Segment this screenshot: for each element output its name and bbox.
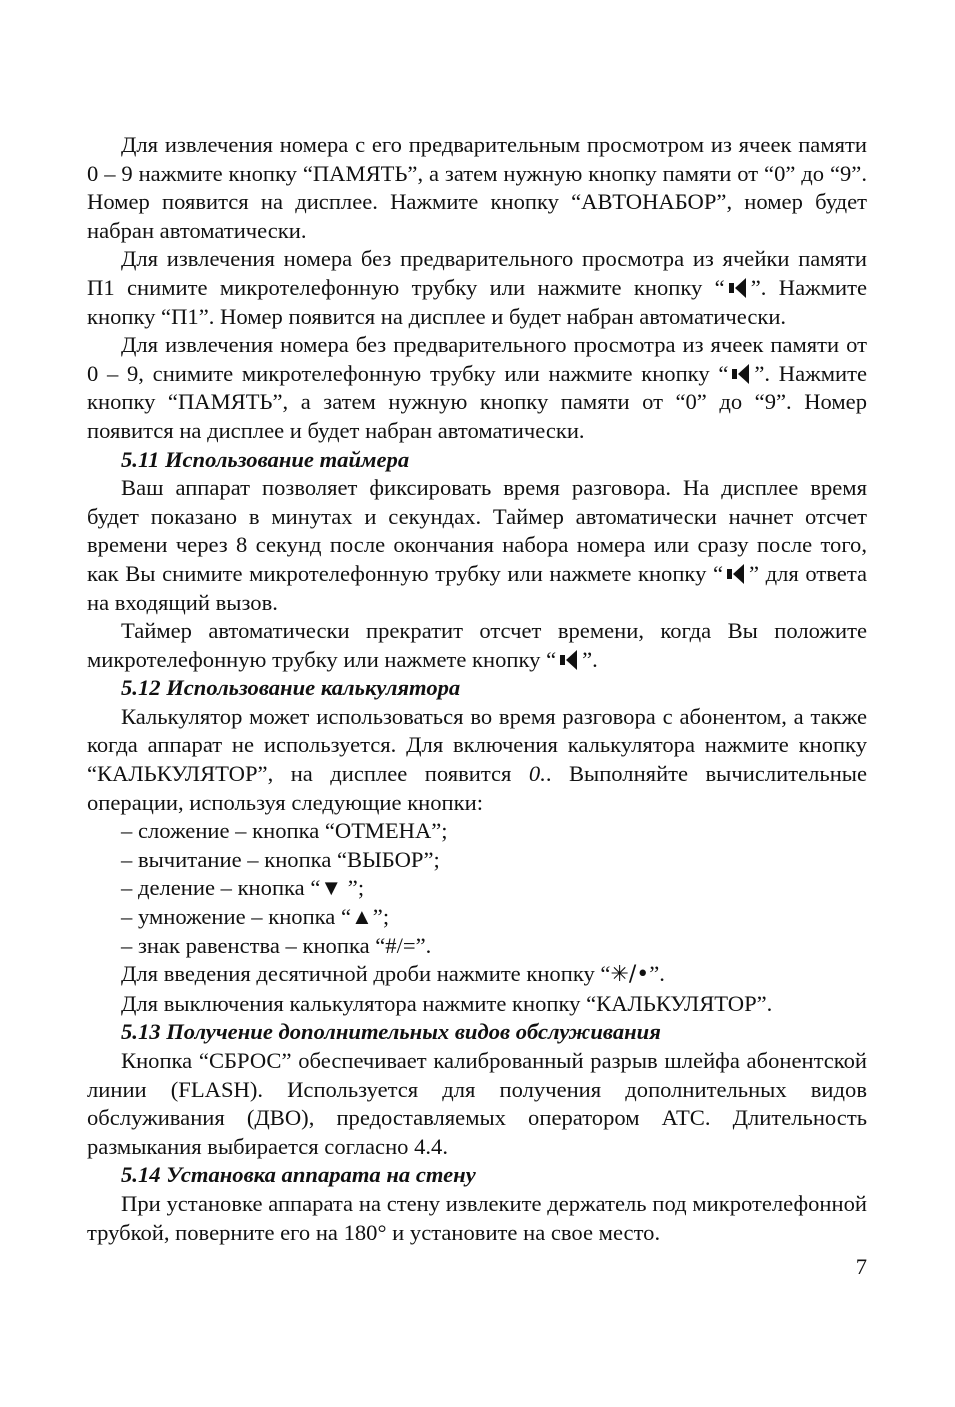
speaker-icon — [560, 650, 578, 670]
text: – умножение – кнопка “ — [121, 904, 352, 930]
list-item-subtraction: – вычитание – кнопка “ВЫБОР”; — [121, 846, 440, 872]
triangle-down-icon: ▼ — [320, 875, 343, 901]
paragraph-decimal — [87, 960, 867, 990]
text: ”. — [649, 961, 665, 987]
heading-5-12: 5.12 Использование калькулятора — [121, 675, 461, 701]
text: ”; — [342, 875, 365, 901]
text: ”; — [372, 904, 390, 930]
text: Для извлечения номера без предварительного просмотра из ячейки памяти П1 снимите микротелефонную трубку или нажмите кнопку “ — [87, 246, 867, 300]
text: ”. Нажмите кнопку “П1”. Номер появится на дисплее и будет набран автоматически. — [87, 274, 868, 329]
paragraph-wall-mount: При установке аппарата на стену извлеките держатель под микротелефонной трубкой, поверните его на 180° и установите на свое место. — [87, 1190, 867, 1245]
list-item-division — [87, 874, 867, 903]
text: Таймер автоматически прекратит отсчет времени, когда Вы положите микротелефонную трубку или нажмете кнопку “ — [87, 618, 867, 672]
page-number: 7 — [855, 1254, 867, 1279]
text: Ваш аппарат позволяет фиксировать время разговора. На дисплее время будет показано в минутах и секундах. Таймер автоматически начнет отсчет времени через 8 секунд после окончания набора номера или сразу после того, как Вы снимите микротелефонную трубку или нажмете кнопку “ — [87, 475, 867, 586]
heading-5-11: 5.11 Использование таймера — [121, 446, 410, 472]
paragraph-memory-preview: Для извлечения номера с его предварительным просмотром из ячеек памяти 0 – 9 нажмите кнопку “ПАМЯТЬ”, а затем нужную кнопку памяти от “0” до “9”. Номер появится на дисплее. Нажмите кнопку “АВТОНАБОР”, номер будет набран автоматически. — [87, 132, 867, 243]
text: Для извлечения номера без предварительного просмотра из ячеек памяти от 0 – 9, снимите микротелефонную трубку или нажмите кнопку “ — [87, 332, 867, 386]
paragraph-memory-0-9 — [87, 331, 867, 445]
list-item-multiplication — [87, 903, 867, 932]
triangle-up-icon: ▲ — [351, 904, 373, 930]
paragraph-memory-p1 — [87, 245, 867, 331]
text: Для введения десятичной дроби нажмите кнопку “ — [121, 961, 611, 987]
paragraph-calculator-off: Для выключения калькулятора нажмите кнопку “КАЛЬКУЛЯТОР”. — [121, 990, 773, 1016]
text: ”. Нажмите кнопку “ПАМЯТЬ”, а затем нужную кнопку памяти от “0” до “9”. Номер появится на дисплее и будет набран автоматически. — [87, 360, 868, 443]
page-body — [87, 131, 867, 1247]
text: – деление – кнопка “ — [121, 875, 321, 901]
text: . Выполняйте вычислительные операции, используя следующие кнопки: — [87, 761, 867, 815]
list-item-equals: – знак равенства – кнопка “#/=”. — [121, 932, 432, 958]
list-item-addition: – сложение – кнопка “ОТМЕНА”; — [121, 818, 448, 844]
heading-5-14: 5.14 Установка аппарата на стену — [121, 1162, 476, 1188]
speaker-icon — [729, 278, 747, 298]
display-zero: 0. — [528, 761, 546, 787]
speaker-icon — [727, 564, 745, 584]
paragraph-calculator — [87, 703, 867, 817]
star-dot-icon: ✳/• — [610, 962, 650, 988]
paragraph-flash: Кнопка “СБРОС” обеспечивает калиброванный разрыв шлейфа абонентской линии (FLASH). Используется для получения дополнительных видов обслуживания (ДВО), предоставляемых оператором АТС. Длительность размыкания выбирается согласно 4.4. — [87, 1048, 867, 1159]
text: Калькулятор может использоваться во время разговора с абонентом, а также когда аппарат не используется. Для включения калькулятора нажмите кнопку “КАЛЬКУЛЯТОР”, на дисплее появится — [87, 703, 867, 787]
text: ”. — [582, 646, 598, 672]
speaker-icon — [732, 364, 750, 384]
paragraph-timer-stop — [87, 617, 867, 674]
text: ” для ответа на входящий вызов. — [87, 560, 868, 615]
paragraph-timer — [87, 474, 867, 617]
heading-5-13: 5.13 Получение дополнительных видов обслуживания — [121, 1019, 661, 1045]
